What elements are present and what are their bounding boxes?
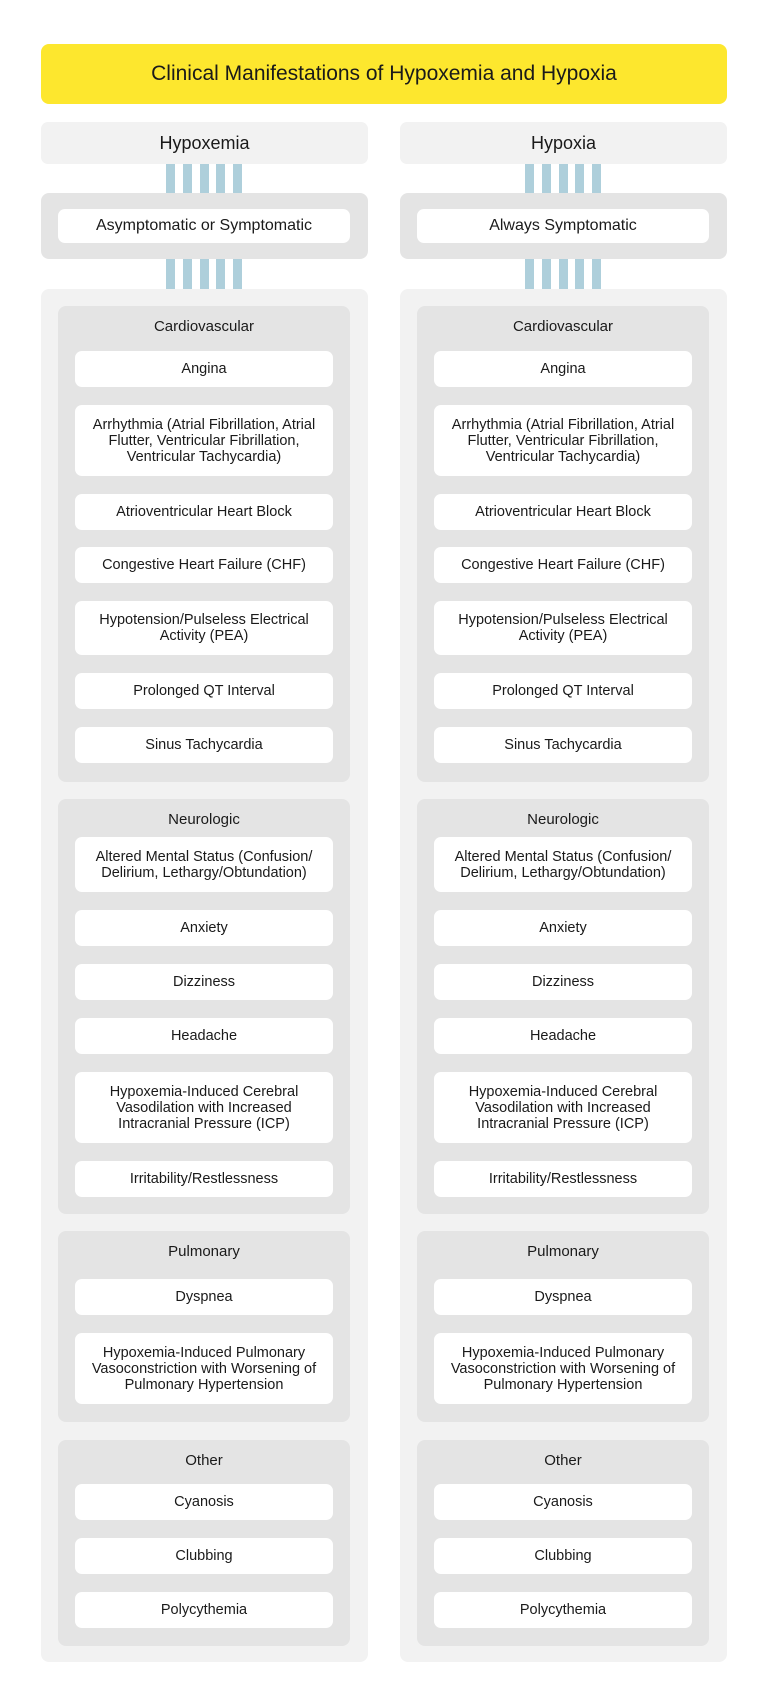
list-item: Polycythemia (75, 1592, 333, 1628)
list-item: Cyanosis (434, 1484, 692, 1520)
list-item: Hypotension/Pulseless Electrical Activity (PEA) (434, 601, 692, 655)
section-other (417, 1440, 709, 1646)
list-item: Dyspnea (75, 1279, 333, 1315)
section-title: Other (185, 1452, 223, 1469)
list-item: Angina (75, 351, 333, 387)
column-body-hypoxia (400, 289, 727, 1662)
connector-stripes (525, 259, 601, 289)
list-item: Hypoxemia-Induced Cerebral Vasodilation with Increased Intracranial Pressure (ICP) (75, 1072, 333, 1143)
diagram-title: Clinical Manifestations of Hypoxemia and Hypoxia (41, 44, 727, 104)
list-item: Arrhythmia (Atrial Fibrillation, Atrial Flutter, Ventricular Fibrillation, Ventricular Tachycardia) (75, 405, 333, 476)
list-item: Cyanosis (75, 1484, 333, 1520)
status-box-hypoxia (400, 193, 727, 259)
section-pulmonary (417, 1231, 709, 1422)
section-neurologic (58, 799, 350, 1214)
list-item: Clubbing (75, 1538, 333, 1574)
section-other (58, 1440, 350, 1646)
section-title: Neurologic (527, 811, 599, 828)
list-item: Congestive Heart Failure (CHF) (75, 547, 333, 583)
column-header-hypoxemia: Hypoxemia (41, 122, 368, 164)
status-label: Always Symptomatic (417, 209, 709, 243)
section-title: Neurologic (168, 811, 240, 828)
column-header-hypoxia: Hypoxia (400, 122, 727, 164)
list-item: Dyspnea (434, 1279, 692, 1315)
section-title: Other (544, 1452, 582, 1469)
list-item: Hypotension/Pulseless Electrical Activity (PEA) (75, 601, 333, 655)
list-item: Arrhythmia (Atrial Fibrillation, Atrial Flutter, Ventricular Fibrillation, Ventricular Tachycardia) (434, 405, 692, 476)
list-item: Sinus Tachycardia (75, 727, 333, 763)
list-item: Hypoxemia-Induced Pulmonary Vasoconstriction with Worsening of Pulmonary Hypertension (75, 1333, 333, 1404)
list-item: Headache (434, 1018, 692, 1054)
section-title: Pulmonary (527, 1243, 599, 1260)
list-item: Anxiety (434, 910, 692, 946)
list-item: Irritability/Restlessness (434, 1161, 692, 1197)
list-item: Headache (75, 1018, 333, 1054)
list-item: Prolonged QT Interval (434, 673, 692, 709)
list-item: Sinus Tachycardia (434, 727, 692, 763)
section-cardiovascular (58, 306, 350, 782)
list-item: Prolonged QT Interval (75, 673, 333, 709)
status-label: Asymptomatic or Symptomatic (58, 209, 350, 243)
connector-stripes (525, 164, 601, 193)
list-item: Hypoxemia-Induced Cerebral Vasodilation with Increased Intracranial Pressure (ICP) (434, 1072, 692, 1143)
connector-stripes (166, 259, 242, 289)
list-item: Atrioventricular Heart Block (75, 494, 333, 530)
list-item: Irritability/Restlessness (75, 1161, 333, 1197)
list-item: Atrioventricular Heart Block (434, 494, 692, 530)
list-item: Altered Mental Status (Confusion/ Delirium, Lethargy/Obtundation) (434, 837, 692, 892)
list-item: Anxiety (75, 910, 333, 946)
list-item: Polycythemia (434, 1592, 692, 1628)
list-item: Dizziness (434, 964, 692, 1000)
section-neurologic (417, 799, 709, 1214)
section-pulmonary (58, 1231, 350, 1422)
section-cardiovascular (417, 306, 709, 782)
status-box-hypoxemia (41, 193, 368, 259)
column-body-hypoxemia (41, 289, 368, 1662)
list-item: Angina (434, 351, 692, 387)
connector-stripes (166, 164, 242, 193)
list-item: Clubbing (434, 1538, 692, 1574)
list-item: Dizziness (75, 964, 333, 1000)
list-item: Hypoxemia-Induced Pulmonary Vasoconstriction with Worsening of Pulmonary Hypertension (434, 1333, 692, 1404)
list-item: Altered Mental Status (Confusion/ Delirium, Lethargy/Obtundation) (75, 837, 333, 892)
section-title: Pulmonary (168, 1243, 240, 1260)
section-title: Cardiovascular (153, 318, 255, 335)
list-item: Congestive Heart Failure (CHF) (434, 547, 692, 583)
section-title: Cardiovascular (512, 318, 614, 335)
